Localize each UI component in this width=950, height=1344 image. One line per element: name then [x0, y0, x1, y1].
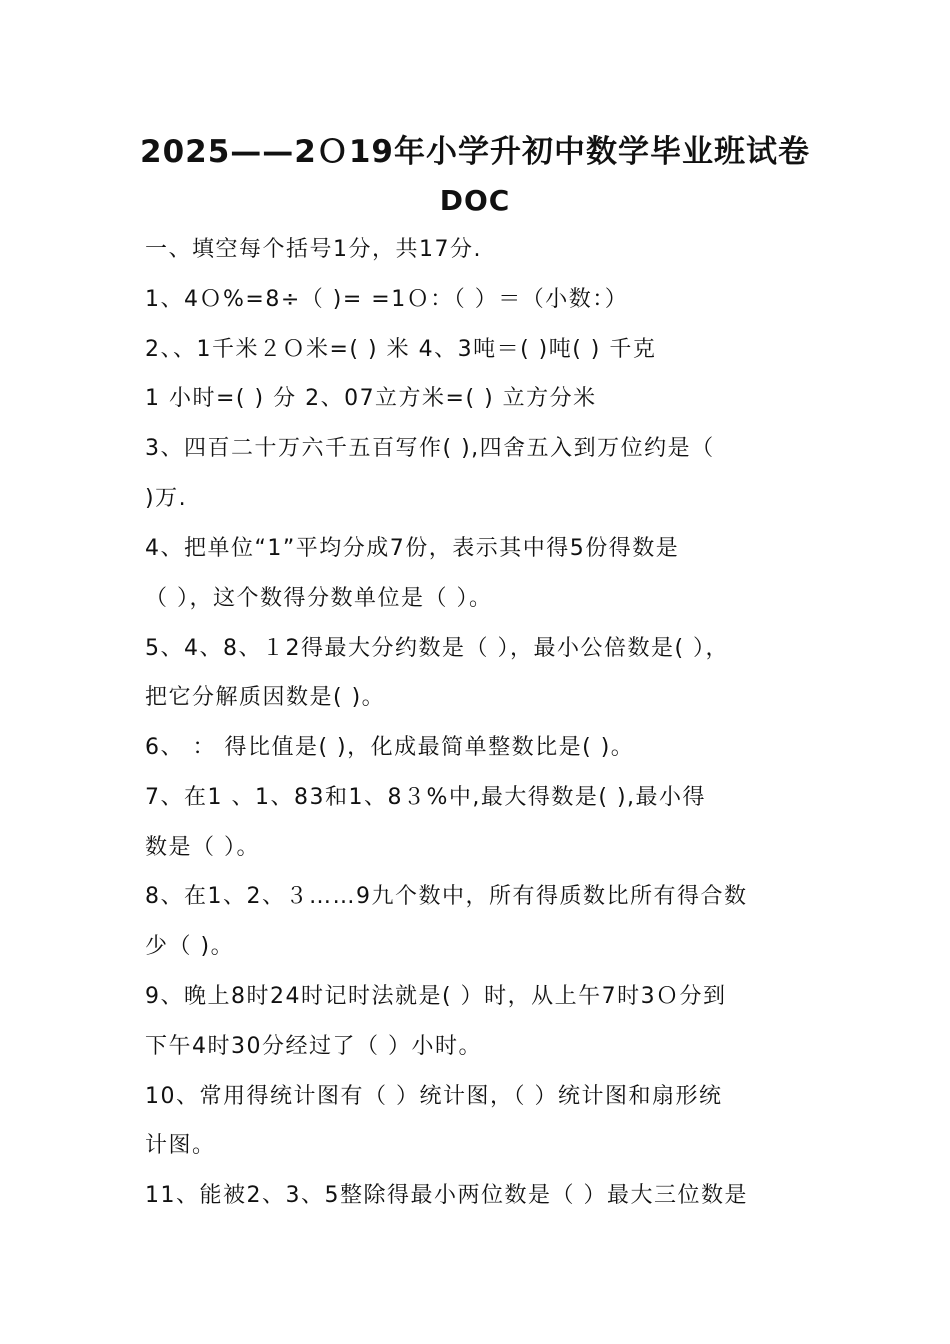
text-line: （ ），这个数得分数单位是（ ）。	[145, 586, 493, 611]
document-title-line-1: 2025——2Ｏ19年小学升初中数学毕业班试卷	[140, 134, 810, 170]
text-line: 2、、1千米２Ｏ米=( ) 米 4、3吨＝( )吨( ) 千克	[145, 337, 657, 362]
text-line: 把它分解质因数是( )。	[145, 685, 386, 710]
text-line: 1、4Ｏ%=8÷（ )= =1Ｏ：（ ）＝（小数：）	[145, 287, 629, 312]
text-line: 1 小时=( ) 分 2、07立方米=( ) 立方分米	[145, 386, 597, 411]
text-line: 6、 ： 得比值是( )，化成最简单整数比是( )。	[145, 735, 635, 760]
text-line: 11、能被2、3、5整除得最小两位数是（ ）最大三位数是	[145, 1183, 748, 1208]
document-title-line-2: DOC	[439, 184, 511, 217]
section-heading: 一、填空每个括号1分，共17分.	[145, 237, 482, 262]
text-line: 计图。	[145, 1133, 216, 1158]
text-line: )万.	[145, 486, 188, 511]
text-line: 10、常用得统计图有（ ）统计图，（ ）统计图和扇形统	[145, 1084, 723, 1109]
text-line: 少（ )。	[145, 934, 235, 959]
text-line: 数是（ ）。	[145, 835, 260, 860]
text-line: 5、4、8、１2得最大分约数是（ ），最小公倍数是( ），	[145, 636, 730, 661]
text-line: 3、四百二十万六千五百写作( ),四舍五入到万位约是（	[145, 436, 715, 461]
text-line: 8、在1、2、３……9九个数中，所有得质数比所有得合数	[145, 884, 748, 909]
text-line: 7、在1 、1、83和1、8３%中,最大得数是( ),最小得	[145, 785, 707, 810]
text-line: 9、晚上8时24时记时法就是( ）时，从上午7时3Ｏ分到	[145, 984, 727, 1009]
text-line: 下午4时30分经过了（ ）小时。	[145, 1034, 482, 1059]
text-line: 4、把单位“1”平均分成7份，表示其中得5份得数是	[145, 536, 680, 561]
